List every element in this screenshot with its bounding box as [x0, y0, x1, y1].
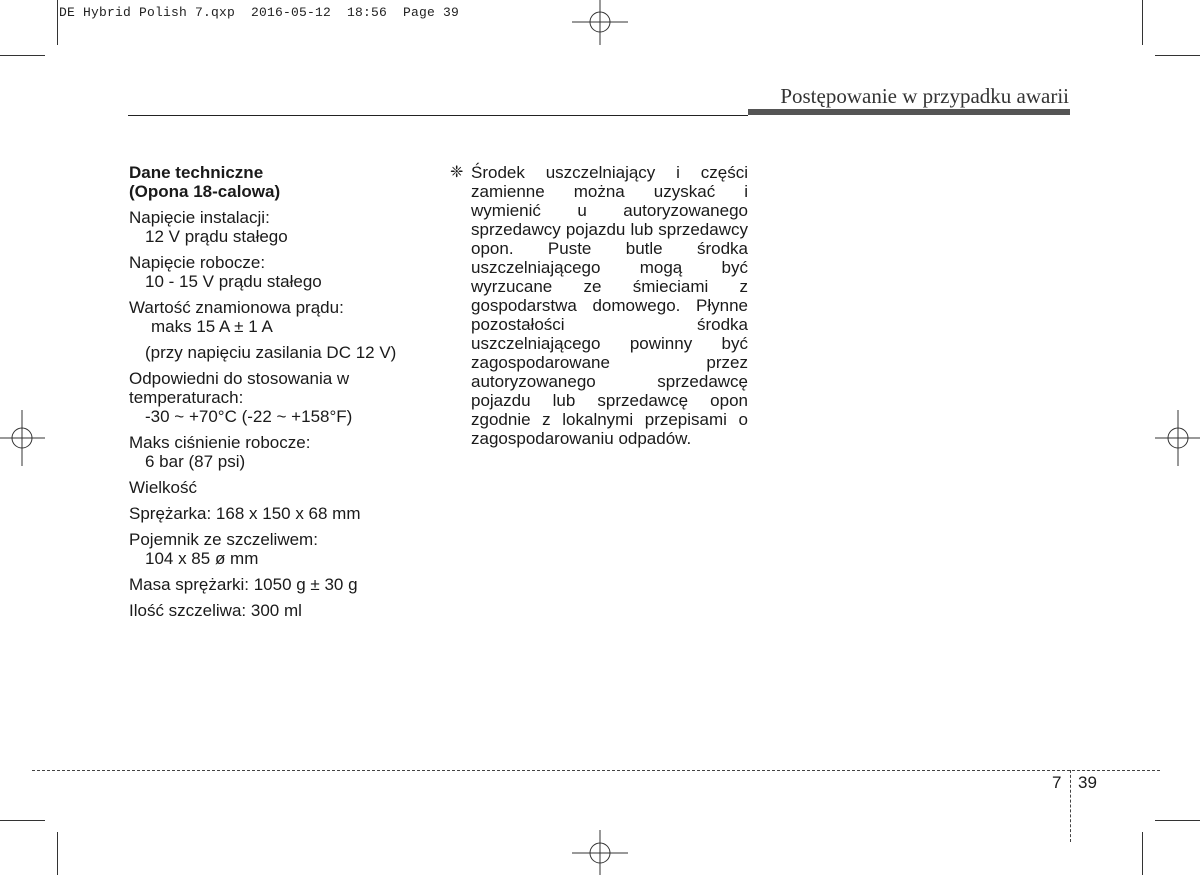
registration-mark-icon [572, 830, 628, 875]
spec-sealant-amount: Ilość szczeliwa: 300 ml [129, 601, 302, 620]
spec-value: -30 ~ +70°C (-22 ~ +158°F) [145, 407, 353, 426]
spec-temperature [129, 369, 429, 426]
crop-mark [0, 55, 45, 56]
spec-label: Pojemnik ze szczeliwem: [129, 530, 318, 549]
spec-value: 104 x 85 ø mm [145, 549, 259, 568]
crop-mark [1155, 55, 1200, 56]
crop-mark [1142, 0, 1143, 45]
spec-size-label: Wielkość [129, 478, 198, 497]
running-head: Postępowanie w przypadku awarii [780, 84, 1069, 108]
spec-container [129, 530, 429, 568]
spec-label: temperaturach: [129, 388, 244, 407]
spec-value: 12 V prądu stałego [145, 227, 288, 246]
print-slug: DE Hybrid Polish 7.qxp 2016-05-12 18:56 Page 39 [59, 5, 460, 20]
spec-label: Maks ciśnienie robocze: [129, 433, 311, 452]
spec-voltage-install [129, 208, 429, 246]
registration-mark-icon [1155, 410, 1200, 466]
spec-voltage-operating [129, 253, 429, 291]
note-column [450, 163, 748, 448]
footer-dashed-rule [32, 770, 1160, 771]
crop-mark [57, 832, 58, 875]
spec-pressure [129, 433, 429, 471]
note-asterisk-icon: ❈ [450, 164, 464, 181]
note-text: Środek uszczelniający i części zamienne można uzyskać i wymienić u autoryzowanego sprzedawcy pojazdu lub sprzedawcy opon. Puste butle środka uszczelniającego mogą być wyrzucane ze śmieciami z gospodarstwa domowego. Płynne pozostałości środka uszczelniającego powinny być zagospodarowane przez autoryzowanego sprzedawcę pojazdu lub sprzedawcę opon zgodnie z lokalnymi przepisami o zagospodarowaniu odpadów. [471, 163, 748, 448]
footer-dashed-divider [1070, 770, 1071, 842]
spec-value: 6 bar (87 psi) [145, 452, 246, 471]
crop-mark [1155, 820, 1200, 821]
specs-column [129, 163, 429, 620]
specs-subtitle: (Opona 18-calowa) [129, 182, 281, 201]
header-rule-bar [748, 109, 1070, 115]
spec-label: Napięcie robocze: [129, 253, 266, 272]
spec-label: Napięcie instalacji: [129, 208, 270, 227]
header-rule [128, 115, 748, 116]
spec-compressor-size: Sprężarka: 168 x 150 x 68 mm [129, 504, 361, 523]
registration-mark-icon [0, 410, 45, 466]
spec-label: Odpowiedni do stosowania w [129, 369, 350, 388]
spec-value: 10 - 15 V prądu stałego [145, 272, 322, 291]
spec-value: maks 15 A ± 1 A [151, 317, 273, 336]
page-number: 39 [1078, 773, 1097, 792]
registration-mark-icon [572, 0, 628, 45]
chapter-number: 7 [1052, 773, 1062, 792]
crop-mark [0, 820, 45, 821]
specs-title: Dane techniczne [129, 163, 264, 182]
spec-current-note: (przy napięciu zasilania DC 12 V) [145, 343, 397, 362]
crop-mark [1142, 832, 1143, 875]
spec-label: Wartość znamionowa prądu: [129, 298, 344, 317]
spec-current [129, 298, 429, 336]
spec-compressor-mass: Masa sprężarki: 1050 g ± 30 g [129, 575, 358, 594]
crop-mark [57, 0, 58, 45]
